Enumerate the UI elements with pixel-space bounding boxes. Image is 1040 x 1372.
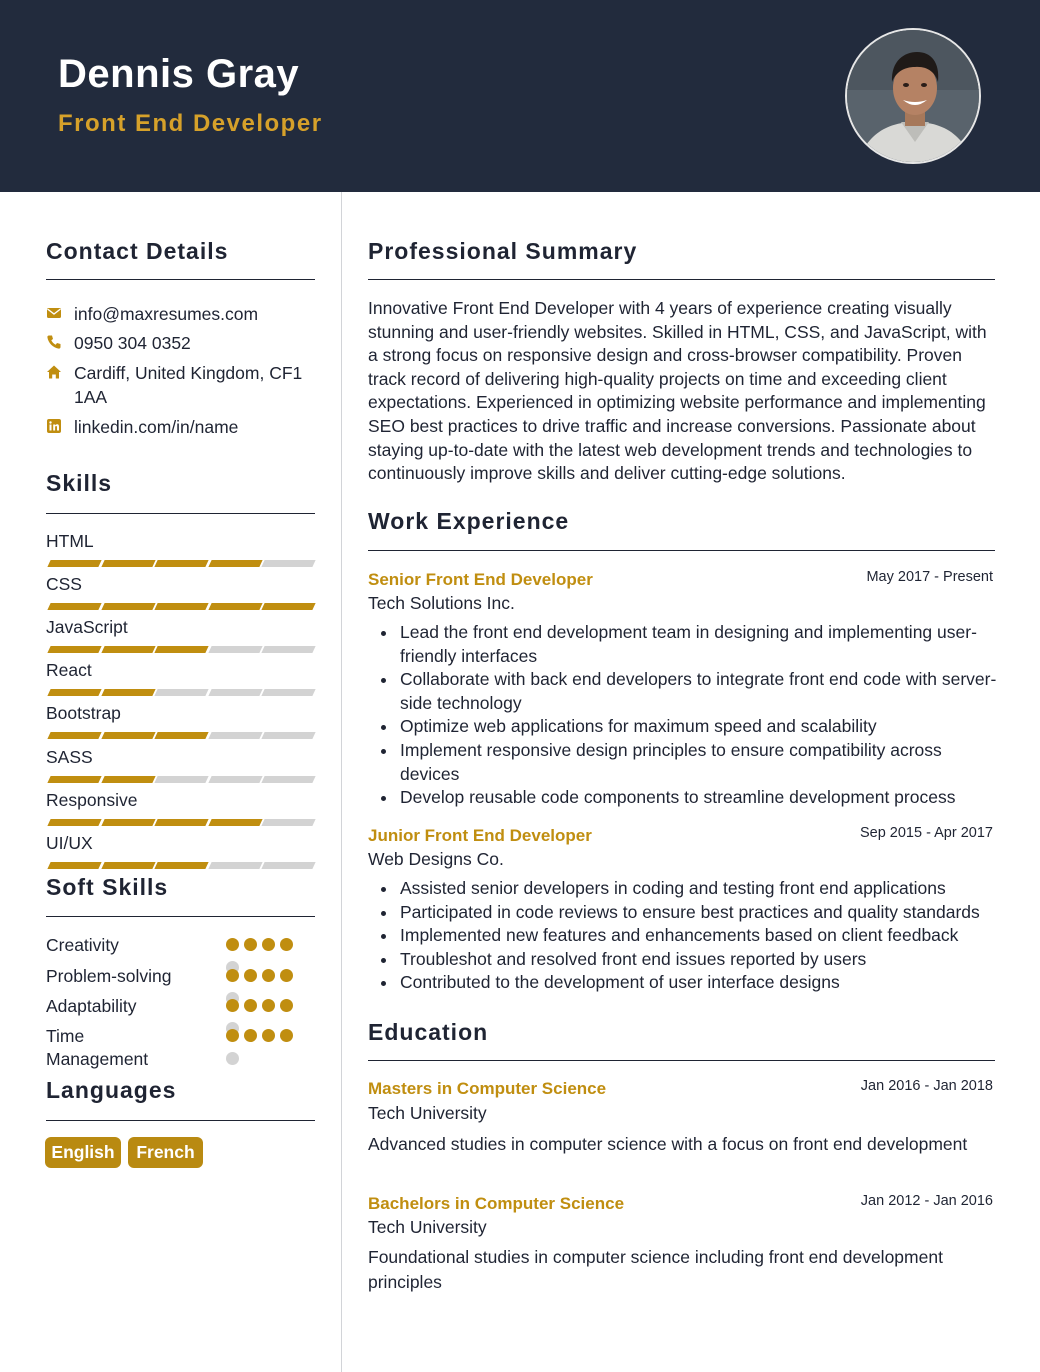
degree-title: Masters in Computer Science <box>368 1079 607 1098</box>
rating-dot-filled <box>244 969 257 982</box>
rating-dot-filled <box>244 1029 257 1042</box>
skill-segment-filled <box>261 603 315 610</box>
education-description: Foundational studies in computer science including front end development principles <box>368 1247 943 1292</box>
skill-segment-empty <box>261 689 315 696</box>
skill-name: HTML <box>46 531 94 551</box>
skill-segment-filled <box>154 560 208 567</box>
degree-title: Bachelors in Computer Science <box>368 1194 625 1213</box>
skill-segment-filled <box>101 862 155 869</box>
languages-rule <box>46 1120 315 1121</box>
skill-segment-filled <box>47 732 101 739</box>
job-bullets <box>400 621 1000 810</box>
skill-segment-empty <box>208 862 262 869</box>
skill-segment-empty <box>261 646 315 653</box>
skill-segment-filled <box>101 732 155 739</box>
rating-dot-filled <box>280 969 293 982</box>
rating-dot-filled <box>226 969 239 982</box>
education-dates: Jan 2012 - Jan 2016 <box>860 1193 993 1209</box>
rating-dot-filled <box>244 938 257 951</box>
summary-text: Innovative Front End Developer with 4 years of experience creating visually stunning and user-friendly websites. Skilled in HTML, CSS, and JavaScript, with a strong focus on responsive design and cross-browser compatibility. Proven track record of delivering high-quality projects on time and exceeding client expectations. Experienced in optimizing website performance and implementing SEO best practices to drive traffic and increase conversions. Passionate about staying up-to-date with the latest web development trends and technologies to continuously improve skills and deliver cutting-edge solutions. <box>368 298 987 484</box>
education-dates: Jan 2016 - Jan 2018 <box>860 1078 993 1094</box>
summary-heading: Professional Summary <box>368 238 638 264</box>
job-bullet: Lead the front end development team in designing and implementing user-friendly interfaces <box>400 621 1000 668</box>
soft-skill-name: Creativity <box>46 935 119 955</box>
skill-name: React <box>46 660 92 680</box>
contact-email[interactable]: info@maxresumes.com <box>74 304 259 324</box>
home-icon <box>46 364 62 380</box>
envelope-icon <box>46 305 62 321</box>
skill-level-bar <box>46 560 314 567</box>
rating-dot-filled <box>226 938 239 951</box>
skill-segment-empty <box>208 646 262 653</box>
job-role: Junior Front End Developer <box>368 826 592 845</box>
job-bullet: Develop reusable code components to streamline development process <box>400 786 1000 810</box>
job-bullet: Implement responsive design principles to ensure compatibility across devices <box>400 739 1000 786</box>
rating-dot-filled <box>226 1029 239 1042</box>
skill-level-bar <box>46 689 314 696</box>
job-bullet: Optimize web applications for maximum speed and scalability <box>400 715 1000 739</box>
education-heading: Education <box>368 1019 489 1045</box>
skill-segment-filled <box>101 603 155 610</box>
skill-segment-empty <box>261 732 315 739</box>
experience-rule <box>368 550 995 551</box>
job-company: Tech Solutions Inc. <box>368 593 515 613</box>
skill-segment-filled <box>154 646 208 653</box>
skill-level-bar <box>46 732 314 739</box>
rating-dot-filled <box>226 999 239 1012</box>
skill-segment-filled <box>101 560 155 567</box>
rating-dot-filled <box>280 999 293 1012</box>
rating-dot-filled <box>280 938 293 951</box>
skill-segment-empty <box>261 776 315 783</box>
skill-segment-empty <box>208 776 262 783</box>
skill-segment-filled <box>154 862 208 869</box>
skill-segment-filled <box>47 819 101 826</box>
job-bullet: Participated in code reviews to ensure best practices and quality standards <box>400 901 1000 925</box>
language-badge: English <box>45 1137 121 1168</box>
profile-photo <box>845 28 981 164</box>
job-bullet: Contributed to the development of user interface designs <box>400 971 1000 995</box>
skill-level-bar <box>46 819 314 826</box>
column-divider <box>341 192 342 1372</box>
skill-segment-empty <box>261 560 315 567</box>
skill-segment-filled <box>101 689 155 696</box>
skill-segment-filled <box>208 819 262 826</box>
education-description: Advanced studies in computer science with a focus on front end development <box>368 1134 968 1154</box>
skill-name: JavaScript <box>46 617 128 637</box>
soft-skill-name: Time Management <box>46 1026 149 1069</box>
skills-rule <box>46 513 315 514</box>
summary-rule <box>368 279 995 280</box>
skill-name: Bootstrap <box>46 703 121 723</box>
school-name: Tech University <box>368 1217 487 1237</box>
rating-dot-filled <box>262 999 275 1012</box>
job-bullets <box>400 877 1000 995</box>
job-company: Web Designs Co. <box>368 849 504 869</box>
candidate-name: Dennis Gray <box>58 52 300 96</box>
experience-heading: Work Experience <box>368 508 570 534</box>
job-bullet: Implemented new features and enhancements based on client feedback <box>400 924 1000 948</box>
contact-heading: Contact Details <box>46 238 229 264</box>
skill-segment-filled <box>101 776 155 783</box>
skill-segment-filled <box>47 646 101 653</box>
soft-skills-rule <box>46 916 315 917</box>
job-dates: May 2017 - Present <box>866 569 993 585</box>
skill-name: CSS <box>46 574 82 594</box>
job-bullet: Assisted senior developers in coding and testing front end applications <box>400 877 1000 901</box>
job-bullet: Troubleshot and resolved front end issues reported by users <box>400 948 1000 972</box>
soft-skill-name: Problem-solving <box>46 966 172 986</box>
language-badge: French <box>128 1137 203 1168</box>
skill-name: Responsive <box>46 790 138 810</box>
skill-level-bar <box>46 646 314 653</box>
job-bullet: Collaborate with back end developers to integrate front end code with server-side technology <box>400 668 1000 715</box>
job-role: Senior Front End Developer <box>368 570 593 589</box>
skill-segment-filled <box>208 560 262 567</box>
contact-address: Cardiff, United Kingdom, CF1 1AA <box>74 363 303 407</box>
skill-segment-empty <box>208 689 262 696</box>
skill-level-bar <box>46 862 314 869</box>
skill-segment-empty <box>154 689 208 696</box>
skill-segment-filled <box>208 603 262 610</box>
skill-name: UI/UX <box>46 833 93 853</box>
rating-dot-empty <box>226 1052 239 1065</box>
phone-icon <box>46 334 62 350</box>
contact-linkedin[interactable]: linkedin.com/in/name <box>74 417 239 437</box>
rating-dot-filled <box>262 938 275 951</box>
skill-segment-empty <box>154 776 208 783</box>
skill-segment-filled <box>101 646 155 653</box>
contact-rule <box>46 279 315 280</box>
soft-skills-heading: Soft Skills <box>46 874 169 900</box>
education-rule <box>368 1060 995 1061</box>
skill-segment-filled <box>154 603 208 610</box>
resume-header <box>0 0 1040 192</box>
skill-segment-filled <box>47 776 101 783</box>
rating-dot-filled <box>262 1029 275 1042</box>
rating-dot-filled <box>262 969 275 982</box>
skill-segment-filled <box>47 560 101 567</box>
skill-segment-empty <box>261 819 315 826</box>
skills-heading: Skills <box>46 470 113 496</box>
contact-phone: 0950 304 0352 <box>74 333 191 353</box>
skill-level-bar <box>46 776 314 783</box>
rating-dot-filled <box>280 1029 293 1042</box>
skill-segment-filled <box>47 689 101 696</box>
languages-heading: Languages <box>46 1077 177 1103</box>
skill-segment-filled <box>101 819 155 826</box>
school-name: Tech University <box>368 1103 487 1123</box>
skill-segment-empty <box>208 732 262 739</box>
skill-segment-empty <box>261 862 315 869</box>
skill-segment-filled <box>154 819 208 826</box>
skill-segment-filled <box>47 603 101 610</box>
soft-skill-name: Adaptability <box>46 996 137 1016</box>
skill-name: SASS <box>46 747 93 767</box>
skill-segment-filled <box>47 862 101 869</box>
candidate-title: Front End Developer <box>58 110 323 137</box>
job-dates: Sep 2015 - Apr 2017 <box>859 825 993 841</box>
skill-level-bar <box>46 603 314 610</box>
linkedin-icon <box>46 418 62 434</box>
skill-segment-filled <box>154 732 208 739</box>
rating-dot-filled <box>244 999 257 1012</box>
